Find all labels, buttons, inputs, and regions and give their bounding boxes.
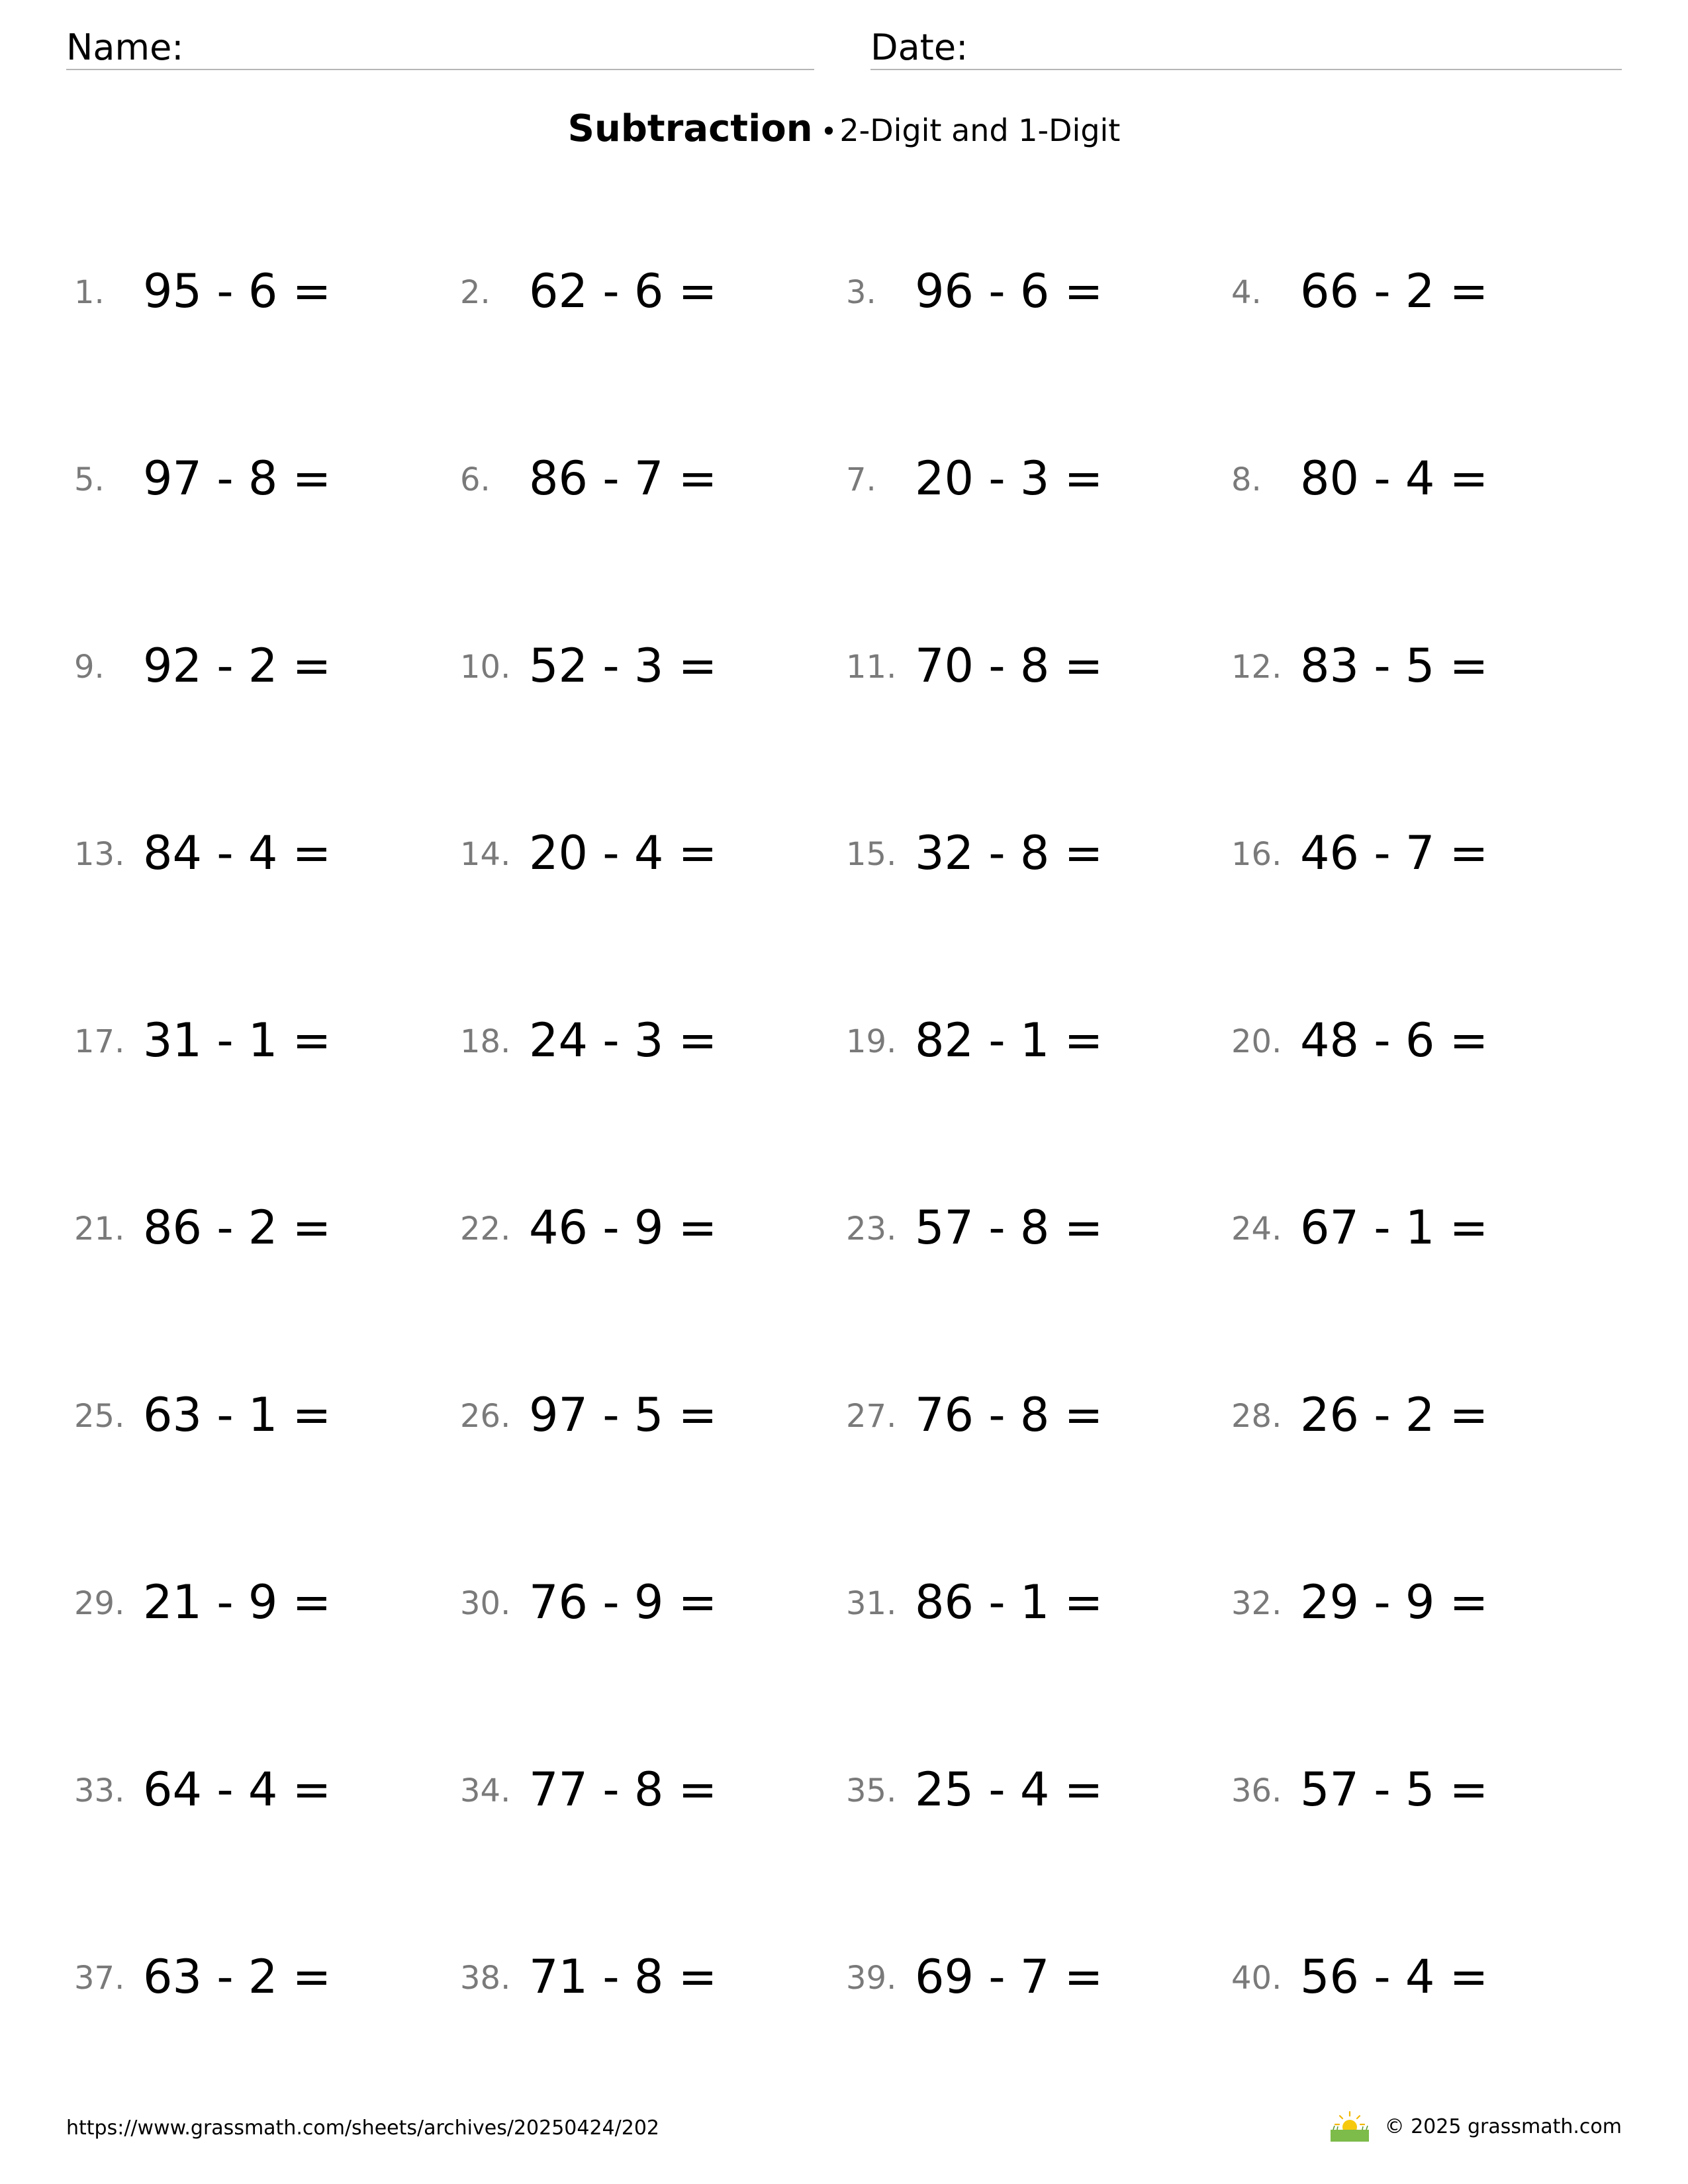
problem-number: 10. xyxy=(460,649,511,686)
problem-number: 36. xyxy=(1231,1772,1282,1809)
problem-expression: 46 - 7 = xyxy=(1300,826,1489,880)
problem-expression: 76 - 9 = xyxy=(529,1575,718,1629)
problem-number: 33. xyxy=(74,1772,125,1809)
problem-number: 32. xyxy=(1231,1585,1282,1622)
problem-number: 34. xyxy=(460,1772,511,1809)
problem-number: 29. xyxy=(74,1585,125,1622)
problem-number: 13. xyxy=(74,836,125,873)
problem-number: 12. xyxy=(1231,649,1282,686)
problem-expression: 31 - 1 = xyxy=(143,1013,332,1068)
title-separator: • xyxy=(820,115,837,148)
problem-number: 4. xyxy=(1231,274,1262,311)
problem-expression: 86 - 7 = xyxy=(529,451,718,506)
problem-expression: 80 - 4 = xyxy=(1300,451,1489,506)
problem-number: 14. xyxy=(460,836,511,873)
problem-expression: 69 - 7 = xyxy=(915,1950,1103,2004)
problem-number: 39. xyxy=(846,1960,897,1997)
problem-expression: 67 - 1 = xyxy=(1300,1201,1489,1255)
problem-expression: 86 - 2 = xyxy=(143,1201,332,1255)
problem-number: 19. xyxy=(846,1023,897,1060)
problem-expression: 24 - 3 = xyxy=(529,1013,718,1068)
problem-expression: 63 - 2 = xyxy=(143,1950,332,2004)
problem-number: 21. xyxy=(74,1210,125,1248)
problem-number: 17. xyxy=(74,1023,125,1060)
problem-number: 25. xyxy=(74,1398,125,1435)
problem-number: 28. xyxy=(1231,1398,1282,1435)
problem-expression: 63 - 1 = xyxy=(143,1388,332,1442)
problem-number: 18. xyxy=(460,1023,511,1060)
sun-over-grass-icon xyxy=(1328,2110,1372,2143)
date-label: Date: xyxy=(870,26,968,68)
problem-number: 5. xyxy=(74,461,105,498)
problem-expression: 70 - 8 = xyxy=(915,639,1103,693)
problem-number: 8. xyxy=(1231,461,1262,498)
problem-expression: 26 - 2 = xyxy=(1300,1388,1489,1442)
problem-expression: 46 - 9 = xyxy=(529,1201,718,1255)
problem-expression: 97 - 8 = xyxy=(143,451,332,506)
problem-number: 24. xyxy=(1231,1210,1282,1248)
problem-number: 2. xyxy=(460,274,491,311)
problem-expression: 57 - 8 = xyxy=(915,1201,1103,1255)
problem-number: 6. xyxy=(460,461,491,498)
problem-expression: 66 - 2 = xyxy=(1300,264,1489,318)
problem-expression: 20 - 3 = xyxy=(915,451,1103,506)
problem-expression: 64 - 4 = xyxy=(143,1762,332,1817)
title-main: Subtraction xyxy=(567,107,813,150)
problem-expression: 97 - 5 = xyxy=(529,1388,718,1442)
problem-expression: 57 - 5 = xyxy=(1300,1762,1489,1817)
problem-expression: 25 - 4 = xyxy=(915,1762,1103,1817)
problem-expression: 84 - 4 = xyxy=(143,826,332,880)
problem-expression: 29 - 9 = xyxy=(1300,1575,1489,1629)
problem-number: 26. xyxy=(460,1398,511,1435)
problem-expression: 52 - 3 = xyxy=(529,639,718,693)
problem-number: 11. xyxy=(846,649,897,686)
problem-expression: 96 - 6 = xyxy=(915,264,1103,318)
problem-number: 3. xyxy=(846,274,876,311)
problem-expression: 21 - 9 = xyxy=(143,1575,332,1629)
problem-number: 23. xyxy=(846,1210,897,1248)
footer-brand xyxy=(1328,2110,1622,2143)
problem-expression: 48 - 6 = xyxy=(1300,1013,1489,1068)
problem-number: 9. xyxy=(74,649,105,686)
problem-expression: 77 - 8 = xyxy=(529,1762,718,1817)
problem-expression: 56 - 4 = xyxy=(1300,1950,1489,2004)
problem-expression: 32 - 8 = xyxy=(915,826,1103,880)
problem-number: 37. xyxy=(74,1960,125,1997)
footer-copyright: © 2025 grassmath.com xyxy=(1384,2115,1622,2138)
problem-number: 30. xyxy=(460,1585,511,1622)
problem-number: 16. xyxy=(1231,836,1282,873)
problem-expression: 76 - 8 = xyxy=(915,1388,1103,1442)
problem-number: 40. xyxy=(1231,1960,1282,1997)
footer-url: https://www.grassmath.com/sheets/archives/20250424/202 xyxy=(66,2116,660,2140)
problem-number: 27. xyxy=(846,1398,897,1435)
problem-number: 31. xyxy=(846,1585,897,1622)
problem-number: 38. xyxy=(460,1960,511,1997)
title-subtitle: 2-Digit and 1-Digit xyxy=(839,113,1121,148)
problem-expression: 92 - 2 = xyxy=(143,639,332,693)
problem-expression: 82 - 1 = xyxy=(915,1013,1103,1068)
problem-expression: 20 - 4 = xyxy=(529,826,718,880)
problem-expression: 71 - 8 = xyxy=(529,1950,718,2004)
problem-expression: 83 - 5 = xyxy=(1300,639,1489,693)
problem-number: 1. xyxy=(74,274,105,311)
problem-number: 7. xyxy=(846,461,876,498)
problem-expression: 62 - 6 = xyxy=(529,264,718,318)
problem-number: 20. xyxy=(1231,1023,1282,1060)
problem-number: 35. xyxy=(846,1772,897,1809)
problem-number: 22. xyxy=(460,1210,511,1248)
name-label: Name: xyxy=(66,26,184,68)
problem-number: 15. xyxy=(846,836,897,873)
problem-expression: 86 - 1 = xyxy=(915,1575,1103,1629)
problem-expression: 95 - 6 = xyxy=(143,264,332,318)
